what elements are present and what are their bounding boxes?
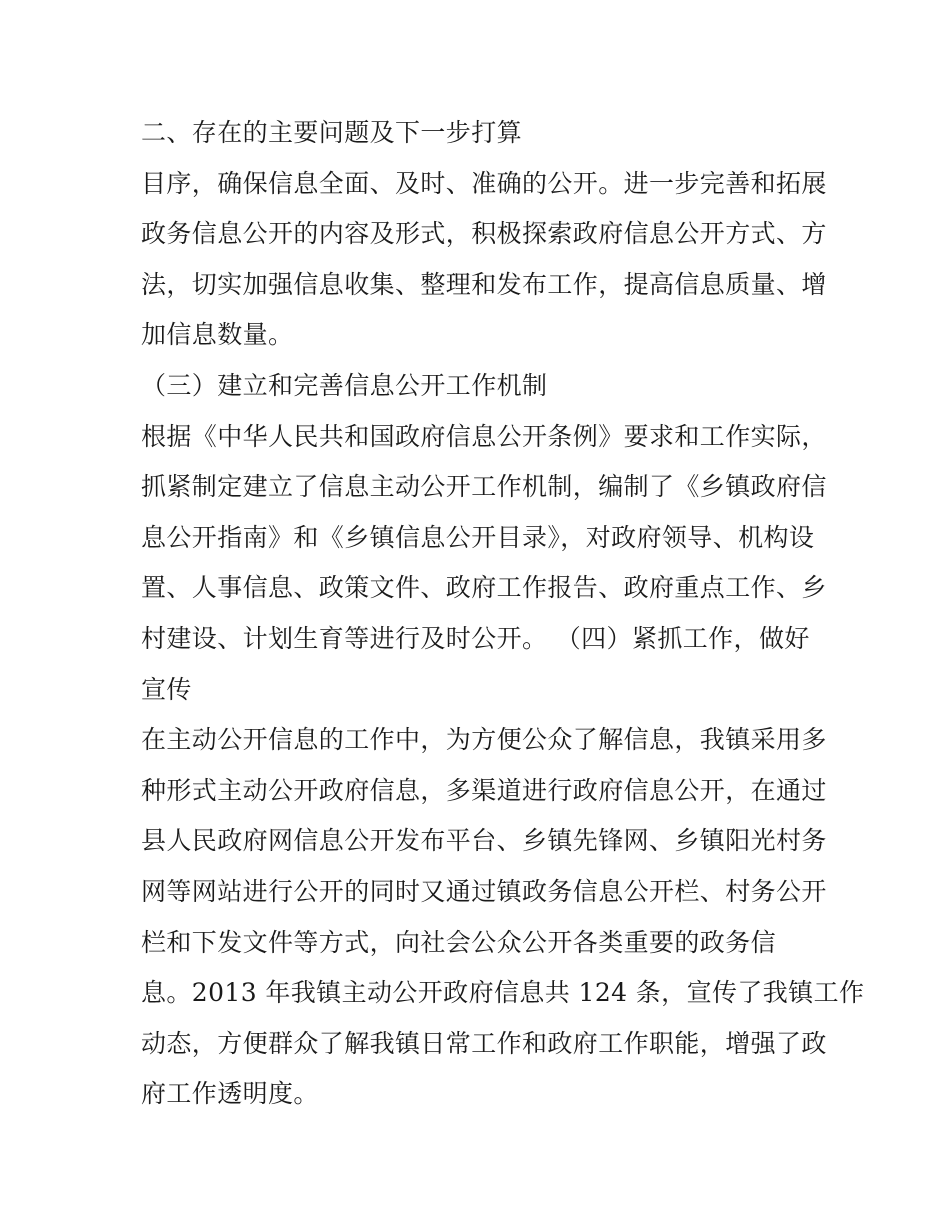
document-body (141, 108, 865, 1120)
body-text-line: 栏和下发文件等方式，向社会公众公开各类重要的政务信 (141, 927, 777, 957)
section-heading: 二、存在的主要问题及下一步打算 (141, 118, 523, 147)
body-text-line: 政务信息公开的内容及形式，积极探索政府信息公开方式、方 (141, 219, 827, 249)
subsection-heading: （三）建立和完善信息公开工作机制 (141, 370, 548, 400)
body-text-line: 息。2013 年我镇主动公开政府信息共 124 条，宣传了我镇工作 (141, 978, 865, 1008)
body-text-line: 根据《中华人民共和国政府信息公开条例》要求和工作实际， (141, 421, 827, 451)
body-text-line: 县人民政府网信息公开发布平台、乡镇先锋网、乡镇阳光村务 (141, 826, 827, 856)
body-text-line: 宣传 (141, 674, 192, 704)
body-text-line: 村建设、计划生育等进行及时公开。 （四）紧抓工作，做好 (141, 623, 810, 653)
body-text-line: 网等网站进行公开的同时又通过镇政务信息公开栏、村务公开 (141, 876, 827, 906)
body-text-line: 动态，方便群众了解我镇日常工作和政府工作职能，增强了政 (141, 1028, 827, 1058)
body-text-line: 目序，确保信息全面、及时、准确的公开。进一步完善和拓展 (141, 168, 827, 198)
body-text-line: 置、人事信息、政策文件、政府工作报告、政府重点工作、乡 (141, 573, 827, 603)
body-text-line: 加信息数量。 (141, 320, 294, 350)
body-text-line: 息公开指南》和《乡镇信息公开目录》，对政府领导、机构设 (141, 522, 815, 552)
body-text-line: 抓紧制定建立了信息主动公开工作机制，编制了《乡镇政府信 (141, 472, 827, 502)
body-text-line: 法，切实加强信息收集、整理和发布工作，提高信息质量、增 (141, 269, 827, 299)
body-text-line: 种形式主动公开政府信息，多渠道进行政府信息公开，在通过 (141, 775, 827, 805)
body-text-line: 府工作透明度。 (141, 1079, 319, 1109)
body-text-line: 在主动公开信息的工作中，为方便公众了解信息，我镇采用多 (141, 725, 827, 755)
